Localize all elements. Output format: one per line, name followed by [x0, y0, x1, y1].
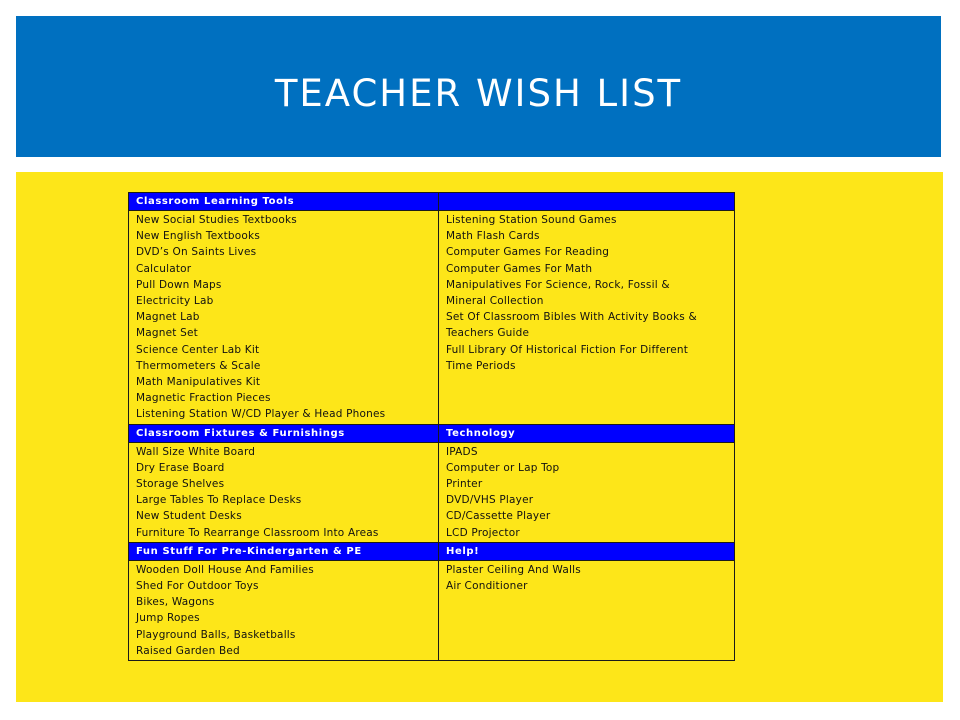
list-item: Math Flash Cards	[446, 230, 540, 243]
section-header-right	[439, 193, 734, 210]
list-item: Full Library Of Historical Fiction For Different	[446, 343, 689, 356]
list-item: Magnet Set	[136, 327, 198, 340]
list-item: Computer Games For Math	[446, 262, 593, 275]
list-item: Shed For Outdoor Toys	[136, 580, 259, 593]
list-item: LCD Projector	[446, 526, 520, 539]
list-item: CD/Cassette Player	[446, 510, 551, 523]
list-item: Manipulatives For Science, Rock, Fossil &	[446, 278, 670, 291]
list-item: Listening Station W/CD Player & Head Phones	[136, 408, 386, 421]
section-header-right: Help!	[446, 545, 480, 557]
list-item: New Social Studies Textbooks	[136, 214, 297, 226]
list-item: Bikes, Wagons	[136, 596, 215, 609]
list-item: Dry Erase Board	[136, 461, 225, 474]
right-column	[439, 211, 734, 424]
section-header	[129, 424, 734, 442]
left-column	[129, 211, 439, 424]
list-item: Playground Balls, Basketballs	[136, 628, 296, 641]
list-item: IPADS	[446, 445, 478, 458]
list-item: Electricity Lab	[136, 295, 214, 308]
list-item: New Student Desks	[136, 510, 242, 523]
list-item: Pull Down Maps	[136, 278, 222, 291]
left-column	[129, 443, 439, 542]
content-panel	[16, 172, 943, 702]
list-item: Time Periods	[446, 359, 516, 372]
list-item: Thermometers & Scale	[136, 359, 261, 372]
section-header-left: Classroom Learning Tools	[129, 193, 439, 210]
list-item: Plaster Ceiling And Walls	[446, 563, 581, 576]
section-header	[129, 193, 734, 210]
list-item: Furniture To Rearrange Classroom Into Areas	[136, 526, 379, 539]
list-item: New English Textbooks	[136, 230, 260, 243]
list-item: Storage Shelves	[136, 478, 225, 491]
list-item: Set Of Classroom Bibles With Activity Books &	[446, 311, 697, 324]
list-item: Teachers Guide	[446, 327, 530, 340]
left-column	[129, 561, 439, 660]
list-item: Jump Ropes	[136, 612, 200, 625]
list-item: Magnetic Fraction Pieces	[136, 392, 271, 405]
section-body	[129, 210, 734, 424]
list-item: Computer Games For Reading	[446, 246, 610, 259]
section-body	[129, 442, 734, 542]
list-item: Raised Garden Bed	[136, 644, 240, 657]
list-item: Wooden Doll House And Families	[136, 563, 314, 576]
section-header-left: Classroom Fixtures & Furnishings	[129, 425, 439, 442]
list-item: Listening Station Sound Games	[446, 214, 617, 226]
section-header	[129, 542, 734, 560]
section-body	[129, 560, 734, 660]
list-item: Computer or Lap Top	[446, 461, 560, 474]
list-item: DVD/VHS Player	[446, 494, 534, 507]
list-item: Large Tables To Replace Desks	[136, 494, 302, 507]
list-item: DVD’s On Saints Lives	[136, 246, 257, 259]
list-item: Magnet Lab	[136, 311, 200, 324]
list-item: Air Conditioner	[446, 580, 528, 593]
list-item: Science Center Lab Kit	[136, 343, 260, 356]
list-item: Wall Size White Board	[136, 445, 256, 458]
section-header-left: Fun Stuff For Pre-Kindergarten & PE	[129, 543, 439, 560]
list-item: Math Manipulatives Kit	[136, 376, 261, 389]
title-banner	[16, 16, 941, 157]
page-title: TEACHER WISH LIST	[274, 72, 683, 115]
list-item: Calculator	[136, 262, 192, 275]
list-item: Printer	[446, 478, 483, 491]
wish-list-table	[128, 192, 735, 661]
right-column	[439, 561, 734, 660]
right-column	[439, 443, 734, 542]
list-item: Mineral Collection	[446, 295, 544, 308]
section-header-right: Technology	[446, 427, 516, 439]
